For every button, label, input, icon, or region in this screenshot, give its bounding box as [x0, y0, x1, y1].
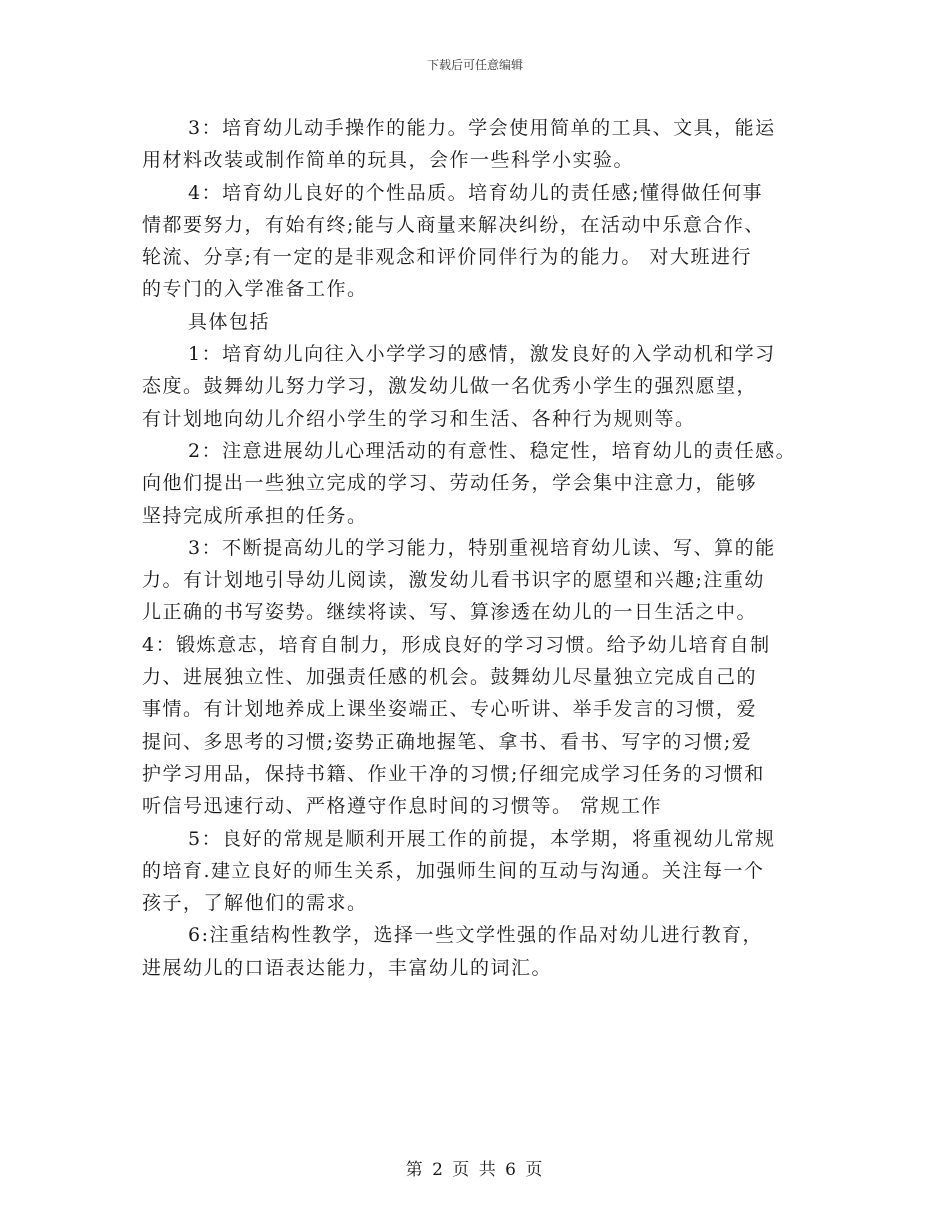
text-line: 3：不断提高幼儿的学习能力，特别重视培育幼儿读、写、算的能 — [188, 536, 776, 559]
text-line: 6:注重结构性教学，选择一些文学性强的作品对幼儿进行教育， — [188, 924, 763, 947]
text-line: 力。有计划地引导幼儿阅读，激发幼儿看书识字的愿望和兴趣;注重幼 — [142, 569, 765, 592]
text-line: 护学习用品，保持书籍、作业干净的习惯;仔细完成学习任务的习惯和 — [142, 762, 765, 785]
text-line: 1：培育幼儿向往入小学学习的感情，激发良好的入学动机和学习 — [188, 343, 776, 366]
text-line: 力、进展独立性、加强责任感的机会。鼓舞幼儿尽量独立完成自己的 — [142, 666, 758, 689]
text-line: 4：培育幼儿良好的个性品质。培育幼儿的责任感;懂得做任何事 — [188, 181, 763, 204]
text-line: 轮流、分享;有一定的是非观念和评价同伴行为的能力。 对大班进行 — [142, 246, 752, 269]
text-line: 的培育.建立良好的师生关系，加强师生间的互动与沟通。关注每一个 — [142, 859, 765, 882]
text-line: 坚持完成所承担的任务。 — [142, 504, 368, 527]
text-line: 具体包括 — [188, 310, 271, 333]
page-number: 第 2 页 共 6 页 — [405, 1160, 545, 1180]
text-line: 提问、多思考的习惯;姿势正确地握笔、拿书、看书、写字的习惯;爱 — [142, 730, 753, 753]
page-header: 下载后可任意编辑 — [426, 58, 523, 72]
text-line: 5：良好的常规是顺利开展工作的前提，本学期，将重视幼儿常规 — [188, 827, 776, 850]
text-line: 情都要努力，有始有终;能与人商量来解决纠纷，在活动中乐意合作、 — [142, 213, 765, 236]
text-line: 用材料改装或制作简单的玩具，会作一些科学小实验。 — [142, 149, 635, 172]
text-line: 向他们提出一些独立完成的学习、劳动任务，学会集中注意力，能够 — [142, 472, 758, 495]
text-line: 4：锻炼意志，培育自制力，形成良好的学习习惯。给予幼儿培育自制 — [142, 633, 771, 656]
text-line: 听信号迅速行动、严格遵守作息时间的习惯等。 常规工作 — [142, 795, 663, 818]
text-line: 有计划地向幼儿介绍小学生的学习和生活、各种行为规则等。 — [142, 407, 696, 430]
text-line: 儿正确的书写姿势。继续将读、写、算渗透在幼儿的一日生活之中。 — [142, 601, 758, 624]
text-line: 事情。有计划地养成上课坐姿端正、专心听讲、举手发言的习惯，爱 — [142, 698, 758, 721]
text-line: 进展幼儿的口语表达能力，丰富幼儿的词汇。 — [142, 956, 553, 979]
text-line: 孩子，了解他们的需求。 — [142, 892, 368, 915]
text-line: 2：注意进展幼儿心理活动的有意性、稳定性，培育幼儿的责任感。 — [188, 439, 797, 462]
document-body — [142, 112, 822, 984]
text-line: 的专门的入学准备工作。 — [142, 278, 368, 301]
text-line: 态度。鼓舞幼儿努力学习，激发幼儿做一名优秀小学生的强烈愿望， — [142, 375, 758, 398]
text-line: 3：培育幼儿动手操作的能力。学会使用简单的工具、文具，能运 — [188, 117, 776, 139]
